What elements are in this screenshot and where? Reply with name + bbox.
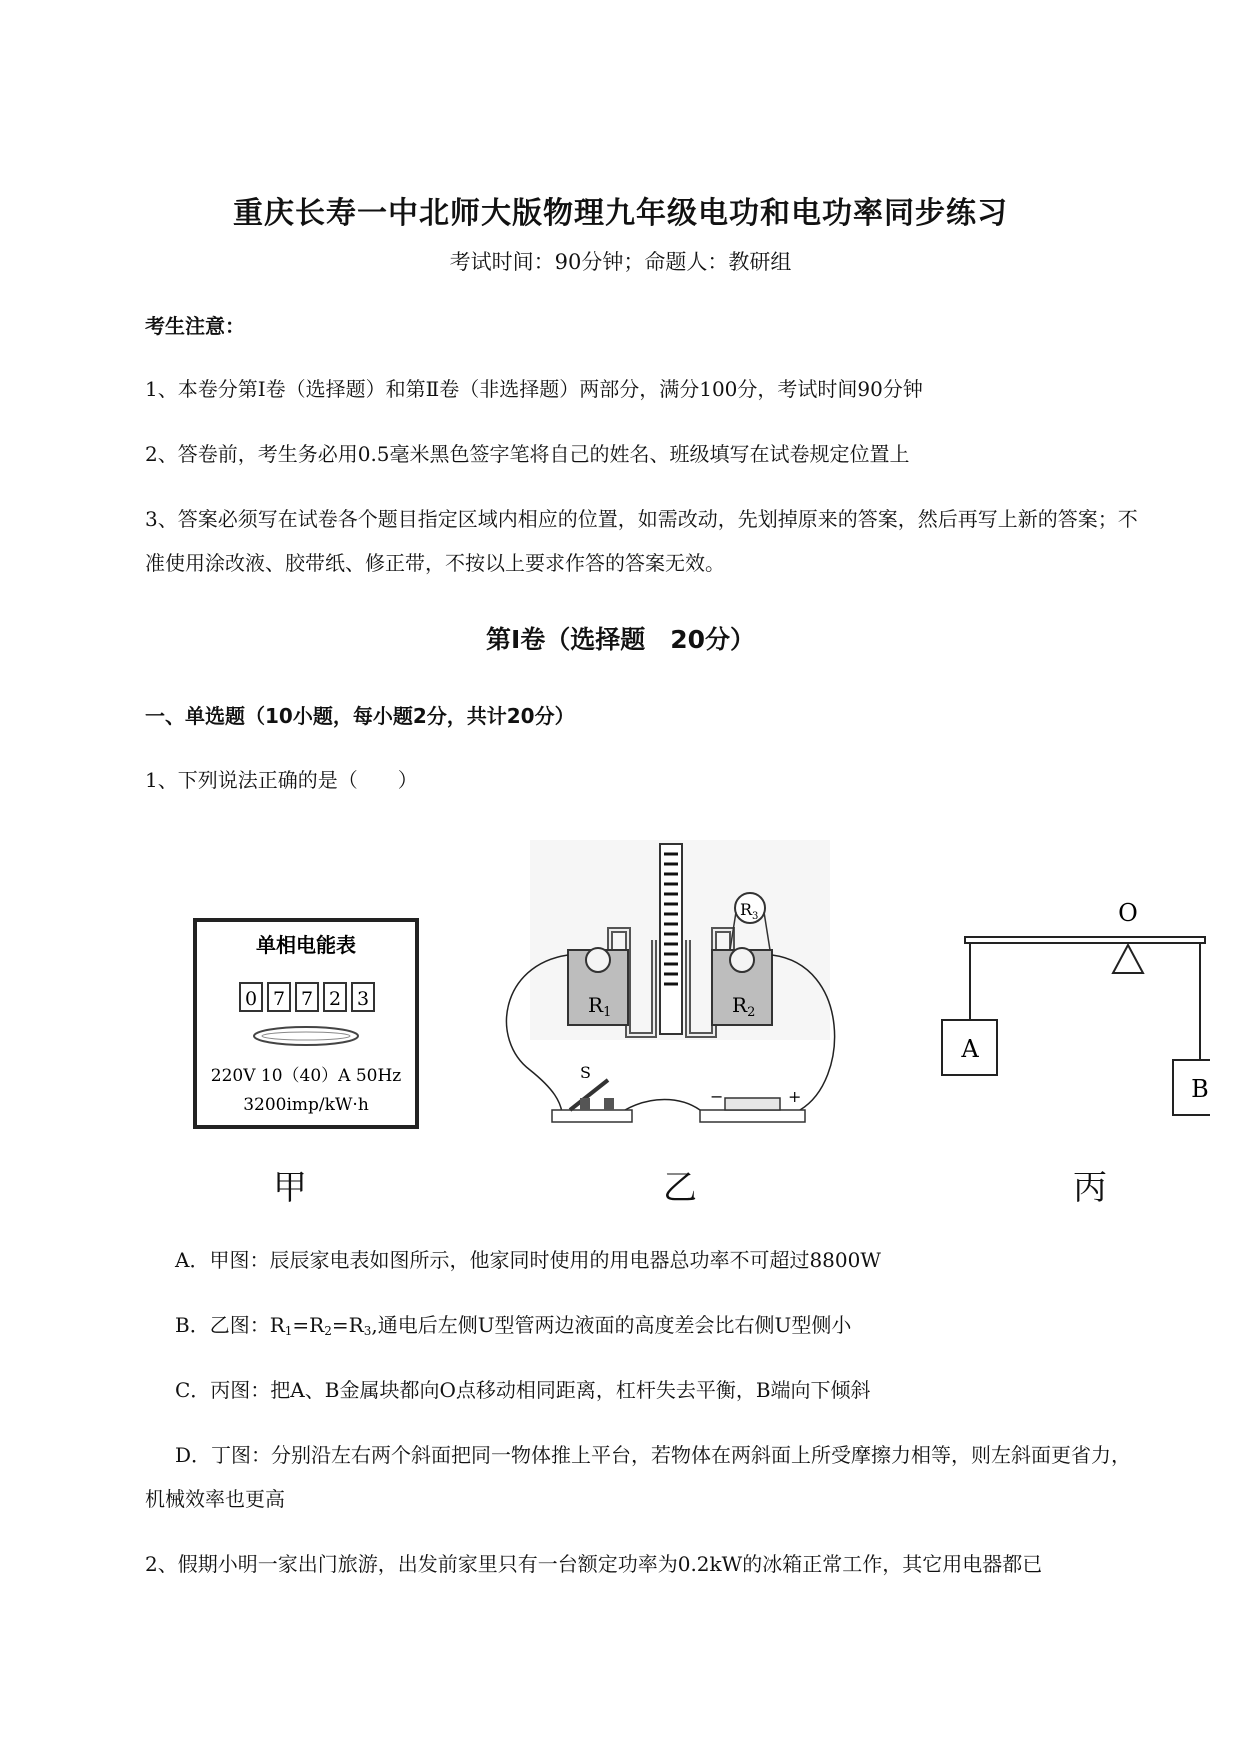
figure-circuit bbox=[500, 840, 850, 1140]
option-a: A．甲图：辰辰家电表如图所示，他家同时使用的用电器总功率不可超过8800W bbox=[175, 1248, 881, 1272]
option-c: C．丙图：把A、B金属块都向O点移动相同距离，杠杆失去平衡，B端向下倾斜 bbox=[175, 1378, 871, 1402]
notice-item-2: 2、答卷前，考生务必用0.5毫米黑色签字笔将自己的姓名、班级填写在试卷规定位置上 bbox=[145, 442, 910, 466]
option-b: B．乙图：$R_1=R_2=R_3$,通电后左侧U型管两边液面的高度差会比右侧U型侧小 bbox=[175, 1313, 852, 1338]
question-1-stem: 1、下列说法正确的是（ ） bbox=[145, 768, 418, 792]
switch-base bbox=[552, 1110, 632, 1122]
meter-digit: 2 bbox=[328, 988, 342, 1010]
label-r2: $R_2$ bbox=[732, 993, 756, 1020]
label-switch: S bbox=[580, 1063, 591, 1082]
label-r1: $R_1$ bbox=[588, 993, 612, 1020]
meter-digit: 0 bbox=[244, 988, 258, 1010]
label-pivot: O bbox=[1118, 899, 1138, 927]
battery-plus: + bbox=[788, 1087, 802, 1106]
exam-info: 考试时间：90分钟；命题人：教研组 bbox=[449, 250, 792, 274]
meter-digit: 3 bbox=[356, 988, 370, 1010]
notice-heading: 考生注意： bbox=[145, 314, 245, 338]
battery-minus: − bbox=[710, 1087, 724, 1106]
meter-spec-voltage: 220V 10（40）A 50Hz bbox=[210, 1066, 402, 1086]
fulcrum bbox=[1113, 945, 1143, 973]
section-title: 第I卷（选择题 20分） bbox=[485, 625, 756, 654]
caption-jia: 甲 bbox=[273, 1168, 307, 1208]
meter-title: 单相电能表 bbox=[256, 933, 356, 957]
section-subheading: 一、单选题（10小题，每小题2分，共计20分） bbox=[145, 704, 575, 728]
figure-lever bbox=[930, 895, 1210, 1145]
notice-item-1: 1、本卷分第I卷（选择题）和第Ⅱ卷（非选择题）两部分，满分100分，考试时间90分钟 bbox=[145, 377, 923, 401]
question-2-stem: 2、假期小明一家出门旅游，出发前家里只有一台额定功率为0.2kW的冰箱正常工作，其它用电器都已 bbox=[145, 1552, 1043, 1576]
label-a: A bbox=[961, 1035, 979, 1063]
notice-item-3: 3、答案必须写在试卷各个题目指定区域内相应的位置，如需改动，先划掉原来的答案，然后再写上新的答案；不准使用涂改液、胶带纸、修正带，不按以上要求作答的答案无效。 bbox=[145, 507, 1138, 575]
caption-bing: 丙 bbox=[1073, 1168, 1107, 1208]
page-title: 重庆长寿一中北师大版物理九年级电功和电功率同步练习 bbox=[233, 196, 1008, 231]
label-b: B bbox=[1191, 1075, 1209, 1103]
option-d: D．丁图：分别沿左右两个斜面把同一物体推上平台，若物体在两斜面上所受摩擦力相等，则左斜面更省力，机械效率也更高 bbox=[145, 1443, 1132, 1511]
caption-yi: 乙 bbox=[663, 1168, 697, 1208]
meter-spec-constant: 3200imp/kW·h bbox=[243, 1095, 369, 1115]
figure-meter bbox=[190, 915, 430, 1135]
battery bbox=[725, 1098, 780, 1110]
lever-bar bbox=[965, 937, 1205, 943]
battery-base bbox=[700, 1110, 805, 1122]
label-r3: $R_3$ bbox=[740, 900, 759, 922]
meter-digit: 7 bbox=[272, 988, 286, 1010]
meter-digit: 7 bbox=[300, 988, 314, 1010]
